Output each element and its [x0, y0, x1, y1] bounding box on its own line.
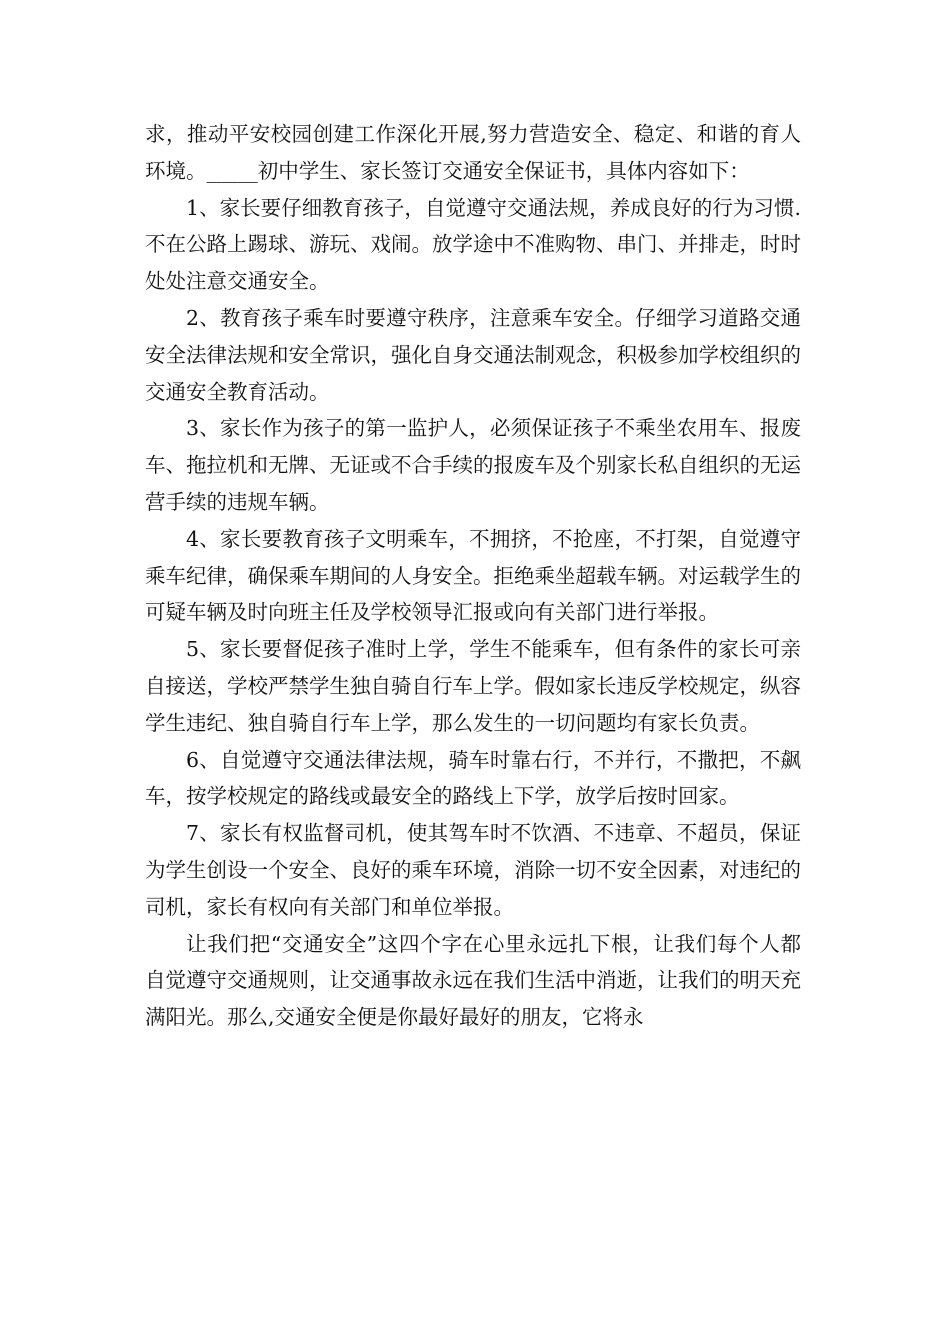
paragraph-item-2: 2、教育孩子乘车时要遵守秩序，注意乘车安全。仔细学习道路交通安全法律法规和安全常识，强化自身交通法制观念，积极参加学校组织的交通安全教育活动。 — [145, 305, 801, 404]
paragraph-item-7: 7、家长有权监督司机，使其驾车时不饮酒、不违章、不超员，保证为学生创设一个安全、良好的乘车环境，消除一切不安全因素，对违纪的司机，家长有权向有关部门和单位举报。 — [145, 821, 801, 919]
paragraph-item-3: 3、家长作为孩子的第一监护人，必须保证孩子不乘坐农用车、报废车、拖拉机和无牌、无证或不合手续的报废车及个别家长私自组织的无运营手续的违规车辆。 — [145, 416, 801, 514]
paragraph-item-4: 4、家长要教育孩子文明乘车，不拥挤，不抢座，不打架，自觉遵守乘车纪律，确保乘车期间的人身安全。拒绝乘坐超载车辆。对运载学生的可疑车辆及时向班主任及学校领导汇报或向有关部门进行举报。 — [145, 526, 801, 625]
paragraph-item-1: 1、家长要仔细教育孩子，自觉遵守交通法规，养成良好的行为习惯.不在公路上踢球、游玩、戏闹。放学途中不准购物、串门、并排走，时时处处注意交通安全。 — [145, 195, 801, 294]
paragraph-intro-continuation: 求，推动平安校园创建工作深化开展,努力营造安全、稳定、和谐的育人环境。_____初中学生、家长签订交通安全保证书，具体内容如下： — [145, 122, 801, 183]
document-page — [145, 116, 801, 1036]
paragraph-closing: 让我们把“交通安全”这四个字在心里永远扎下根，让我们每个人都自觉遵守交通规则，让交通事故永远在我们生活中消逝，让我们的明天充满阳光。那么,交通安全便是你最好最好的朋友，它将永 — [145, 931, 801, 1030]
paragraph-item-6: 6、自觉遵守交通法律法规，骑车时靠右行，不并行，不撒把，不飙车，按学校规定的路线或最安全的路线上下学，放学后按时回家。 — [145, 747, 801, 809]
paragraph-item-5: 5、家长要督促孩子准时上学，学生不能乘车，但有条件的家长可亲自接送，学校严禁学生独自骑自行车上学。假如家长违反学校规定，纵容学生违纪、独自骑自行车上学，那么发生的一切问题均有家长负责。 — [145, 637, 801, 735]
